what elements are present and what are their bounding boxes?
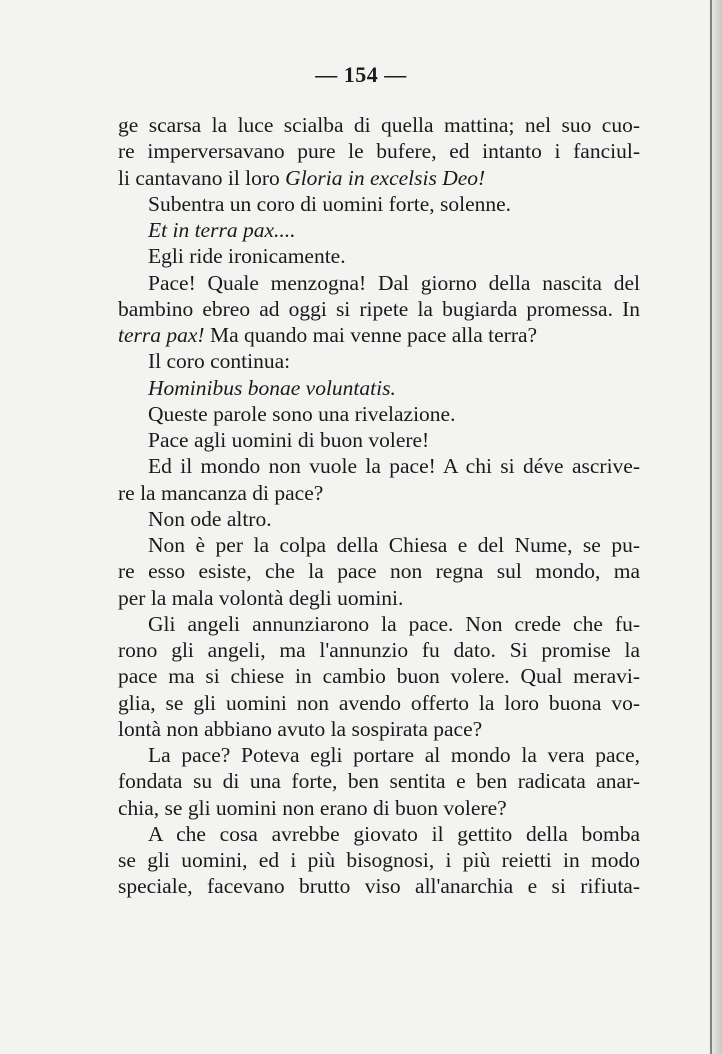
- text-line: Egli ride ironicamente.: [148, 244, 346, 269]
- text-line: Il coro continua:: [148, 349, 291, 374]
- text-line: ge scarsa la luce scialba di quella mattina; nel suo cuo-: [118, 113, 640, 137]
- text-line: [118, 165, 640, 191]
- italic-title: Gloria in excelsis Deo!: [285, 165, 486, 190]
- text-line: A che cosa avrebbe giovato il gettito della bomba: [148, 821, 640, 846]
- text-line: re la mancanza di pace?: [118, 480, 324, 505]
- text-segment: Ma quando mai venne pace alla terra?: [204, 323, 538, 347]
- text-line: pace ma si chiese in cambio buon volere. Qual meravi-: [118, 664, 640, 689]
- text-line: se gli uomini, ed i più bisognosi, i più reietti in modo: [118, 848, 640, 872]
- text-line: re esso esiste, che la pace non regna sul mondo, ma: [118, 559, 640, 584]
- text-line: Non ode altro.: [148, 506, 272, 531]
- page-number: — 154 —: [315, 62, 407, 87]
- text-line: Subentra un coro di uomini forte, solenne.: [148, 191, 512, 216]
- text-line: rono gli angeli, ma l'annunzio fu dato. Si promise la: [118, 638, 640, 662]
- text-line: Pace agli uomini di buon volere!: [148, 428, 430, 452]
- text-line: Pace! Quale menzogna! Dal giorno della nascita del: [148, 270, 640, 295]
- text-line: fondata su di una forte, ben sentita e ben radicata anar-: [118, 769, 640, 794]
- page-edge-line: [710, 0, 712, 1054]
- text-line: La pace? Poteva egli portare al mondo la vera pace,: [148, 743, 640, 767]
- text-line: [118, 322, 640, 348]
- text-line: per la mala volontà degli uomini.: [118, 585, 404, 610]
- text-line: Non è per la colpa della Chiesa e del Nume, se pu-: [148, 533, 640, 557]
- body-text: [118, 112, 640, 900]
- text-line: glia, se gli uomini non avendo offerto la loro buona vo-: [118, 690, 640, 715]
- text-line: chia, se gli uomini non erano di buon volere?: [118, 795, 507, 820]
- text-line: Ed il mondo non vuole la pace! A chi si déve ascrive-: [148, 454, 640, 479]
- text-line: lontà non abbiano avuto la sospirata pace?: [118, 716, 483, 741]
- text-line: bambino ebreo ad oggi si ripete la bugiarda promessa. In: [118, 296, 640, 321]
- italic-quote: Et in terra pax....: [148, 218, 296, 242]
- text-line: Queste parole sono una rivelazione.: [148, 401, 456, 426]
- text-segment: li cantavano il loro: [118, 165, 286, 190]
- text-line: re imperversavano pure le bufere, ed intanto i fanciul-: [118, 139, 640, 164]
- italic-quote: Hominibus bonae voluntatis.: [148, 375, 396, 400]
- italic-quote: terra pax!: [118, 323, 205, 347]
- text-line: speciale, facevano brutto viso all'anarchia e si rifiuta-: [118, 874, 640, 899]
- text-line: Gli angeli annunziarono la pace. Non crede che fu-: [148, 611, 640, 636]
